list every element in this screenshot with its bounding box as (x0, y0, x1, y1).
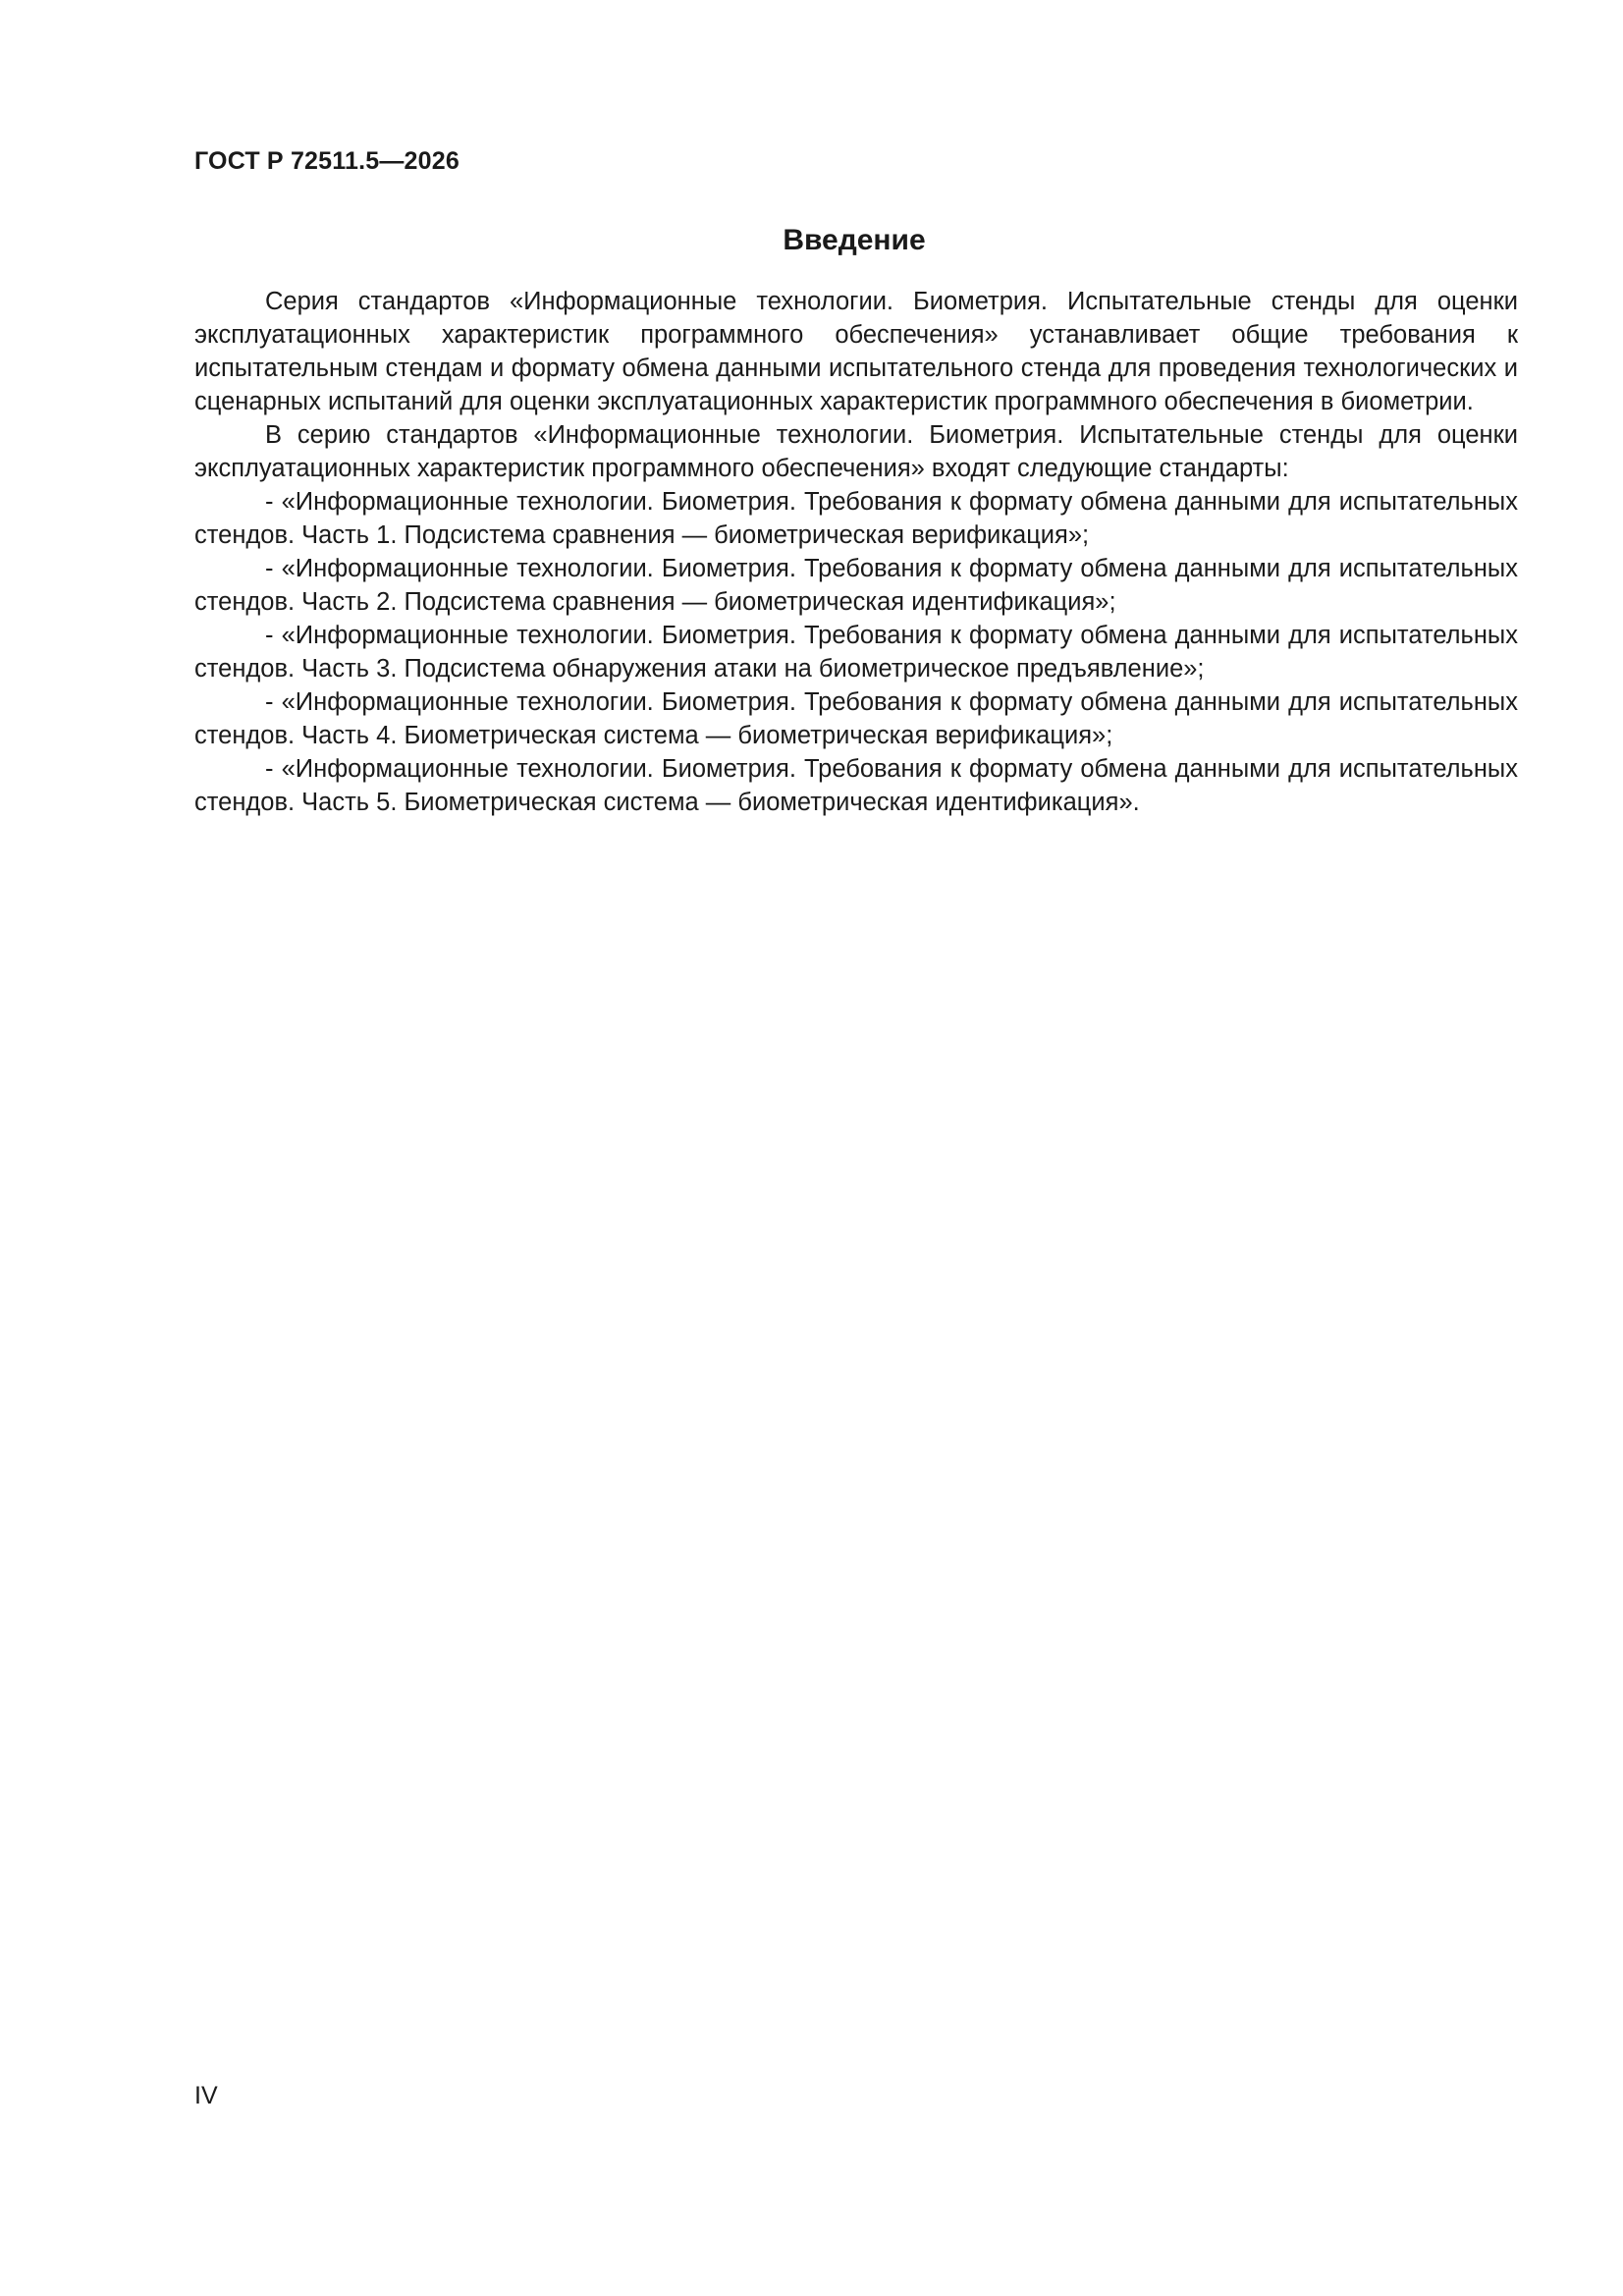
list-item: - «Информационные технологии. Биометрия. Требования к формату обмена данными для испытательных стендов. Часть 2. Подсистема сравнения — биометрическая идентификация»; (194, 555, 1518, 616)
list-item: - «Информационные технологии. Биометрия. Требования к формату обмена данными для испытательных стендов. Часть 1. Подсистема сравнения — биометрическая верификация»; (194, 488, 1518, 549)
section-title: Введение (783, 224, 926, 256)
document-code: ГОСТ Р 72511.5—2026 (194, 147, 460, 175)
list-item: - «Информационные технологии. Биометрия. Требования к формату обмена данными для испытательных стендов. Часть 3. Подсистема обнаружения атаки на биометрическое предъявление»; (194, 622, 1518, 683)
paragraph-intro: Серия стандартов «Информационные технологии. Биометрия. Испытательные стенды для оценки эксплуатационных характеристик программного обеспечения» устанавливает общие требования к испытательным стендам и формату обмена данными испытательного стенда для проведения технологических и сценарных испытаний для оценки эксплуатационных характеристик программного обеспечения в биометрии. (194, 288, 1518, 415)
list-item: - «Информационные технологии. Биометрия. Требования к формату обмена данными для испытательных стендов. Часть 5. Биометрическая система — биометрическая идентификация». (194, 755, 1518, 816)
paragraph-series: В серию стандартов «Информационные технологии. Биометрия. Испытательные стенды для оценки эксплуатационных характеристик программного обеспечения» входят следующие стандарты: (194, 421, 1518, 482)
list-item: - «Информационные технологии. Биометрия. Требования к формату обмена данными для испытательных стендов. Часть 4. Биометрическая система — биометрическая верификация»; (194, 688, 1518, 749)
page-number: IV (194, 2082, 218, 2109)
introduction-body (194, 285, 1518, 819)
standards-list (194, 485, 1518, 819)
